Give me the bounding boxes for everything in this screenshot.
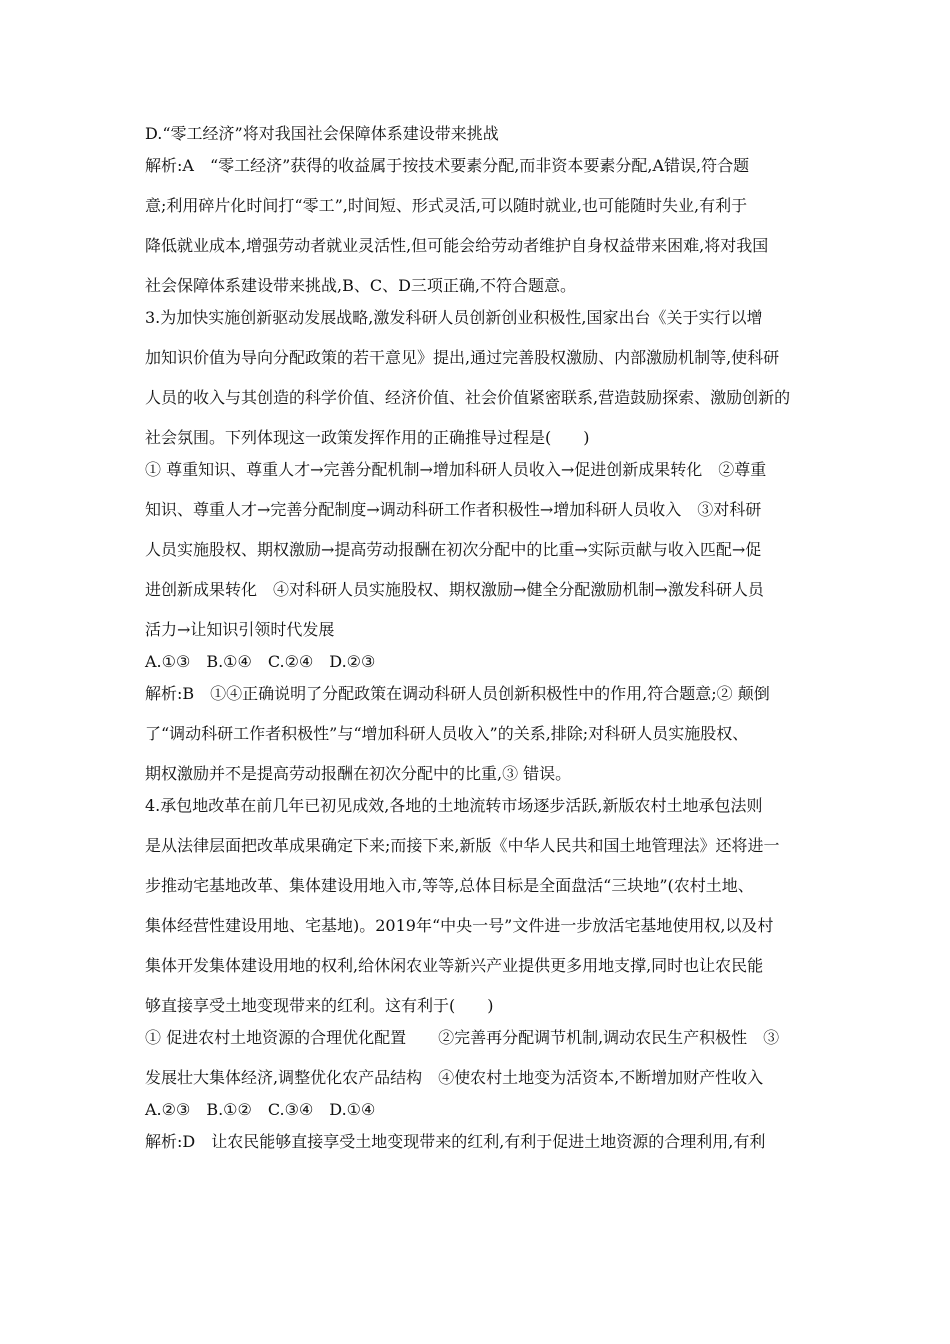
- q3-statements-line-2: 知识、尊重人才→完善分配制度→调动科研工作者积极性→增加科研人员收入 ③对科研: [145, 500, 762, 519]
- question-4-line-4: 集体经营性建设用地、宅基地)。2019年“中央一号”文件进一步放活宅基地使用权,以及村: [145, 916, 774, 935]
- option-d-line: D.“零工经济”将对我国社会保障体系建设带来挑战: [145, 124, 499, 143]
- question-4-line-2: 是从法律层面把改革成果确定下来;而接下来,新版《中华人民共和国土地管理法》还将进一: [145, 836, 780, 855]
- q3-statements-line-1: ① 尊重知识、尊重人才→完善分配机制→增加科研人员收入→促进创新成果转化 ②尊重: [145, 460, 767, 479]
- q4-statements-line-1: ① 促进农村土地资源的合理优化配置 ②完善再分配调节机制,调动农民生产积极性 ③: [145, 1028, 780, 1047]
- analysis-q2-line-4: 社会保障体系建设带来挑战,B、C、D三项正确,不符合题意。: [145, 276, 577, 295]
- question-3-line-3: 人员的收入与其创造的科学价值、经济价值、社会价值紧密联系,营造鼓励探索、激励创新的: [145, 388, 791, 407]
- question-4-line-6: 够直接享受土地变现带来的红利。这有利于( ): [145, 996, 494, 1015]
- question-3-line-4: 社会氛围。下列体现这一政策发挥作用的正确推导过程是( ): [145, 428, 590, 447]
- q4-options: A.②③ B.①② C.③④ D.①④: [145, 1100, 376, 1119]
- analysis-q4-line-1: 解析:D 让农民能够直接享受土地变现带来的红利,有利于促进土地资源的合理利用,有利: [145, 1132, 766, 1151]
- question-4-line-1: 4.承包地改革在前几年已初见成效,各地的土地流转市场逐步活跃,新版农村土地承包法则: [145, 796, 763, 815]
- q3-statements-line-5: 活力→让知识引领时代发展: [145, 620, 335, 639]
- question-4-line-3: 步推动宅基地改革、集体建设用地入市,等等,总体目标是全面盘活“三块地”(农村土地、: [145, 876, 754, 895]
- analysis-q2-line-3: 降低就业成本,增强劳动者就业灵活性,但可能会给劳动者维护自身权益带来困难,将对我国: [145, 236, 769, 255]
- q3-options: A.①③ B.①④ C.②④ D.②③: [145, 652, 376, 671]
- analysis-q2-line-2: 意;利用碎片化时间打“零工”,时间短、形式灵活,可以随时就业,也可能随时失业,有利于: [145, 196, 748, 215]
- analysis-q3-line-2: 了“调动科研工作者积极性”与“增加科研人员收入”的关系,排除;对科研人员实施股权、: [145, 724, 749, 743]
- analysis-q3-line-1: 解析:B ①④正确说明了分配政策在调动科研人员创新积极性中的作用,符合题意;② 颠倒: [145, 684, 770, 703]
- question-3-line-1: 3.为加快实施创新驱动发展战略,激发科研人员创新创业积极性,国家出台《关于实行以增: [145, 308, 763, 327]
- q3-statements-line-4: 进创新成果转化 ④对科研人员实施股权、期权激励→健全分配激励机制→激发科研人员: [145, 580, 764, 599]
- question-4-line-5: 集体开发集体建设用地的权利,给休闲农业等新兴产业提供更多用地支撑,同时也让农民能: [145, 956, 764, 975]
- analysis-q3-line-3: 期权激励并不是提高劳动报酬在初次分配中的比重,③ 错误。: [145, 764, 572, 783]
- analysis-q2-line-1: 解析:A “零工经济”获得的收益属于按技术要素分配,而非资本要素分配,A错误,符合题: [145, 156, 750, 175]
- q4-statements-line-2: 发展壮大集体经济,调整优化农产品结构 ④使农村土地变为活资本,不断增加财产性收入: [145, 1068, 764, 1087]
- question-3-line-2: 加知识价值为导向分配政策的若干意见》提出,通过完善股权激励、内部激励机制等,使科研: [145, 348, 780, 367]
- document-page: [145, 122, 815, 1154]
- q3-statements-line-3: 人员实施股权、期权激励→提高劳动报酬在初次分配中的比重→实际贡献与收入匹配→促: [145, 540, 762, 559]
